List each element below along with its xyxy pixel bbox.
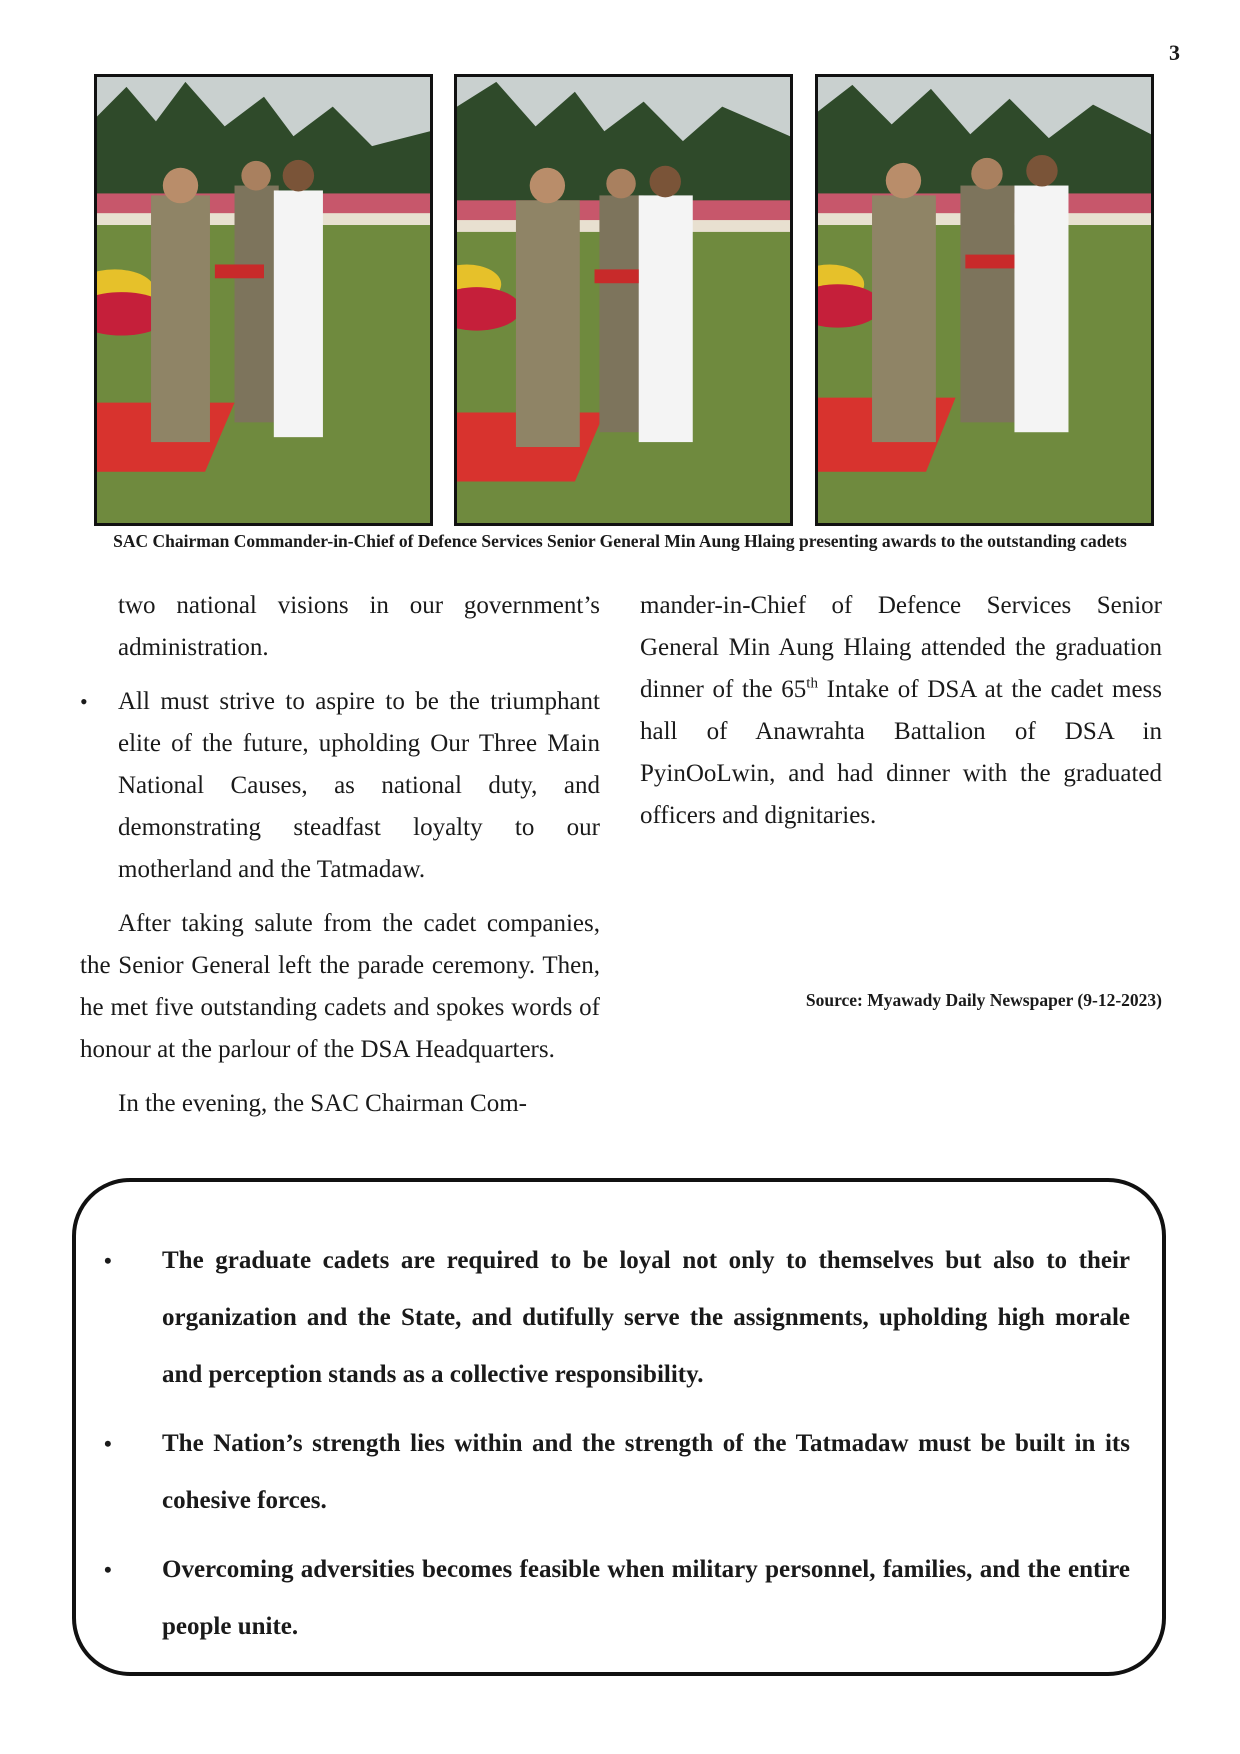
dinner-text-part-1: mander-in-Chief of Defence Services Senior General Min Aung Hlaing attended the graduation dinner of the 65	[640, 592, 1162, 703]
bullet-icon: •	[80, 689, 88, 714]
key-point-text: Overcoming adversities becomes feasible when military personnel, families, and the entire people unite.	[162, 1556, 1130, 1640]
photo-caption: SAC Chairman Commander-in-Chief of Defence Services Senior General Min Aung Hlaing presenting awards to the outstanding cadets	[113, 531, 1127, 551]
ordinal-suffix: th	[806, 675, 818, 692]
left-column	[80, 585, 600, 1125]
dinner-text-part-2: Intake of DSA at the cadet mess hall of Anawrahta Battalion of DSA in PyinOoLwin, and had dinner with the graduated officers and dignitaries.	[640, 676, 1162, 829]
paragraph-salute: After taking salute from the cadet companies, the Senior General left the parade ceremony. Then, he met five outstanding cadets and spokes words of honour at the parlour of the DSA Headquarters.	[80, 910, 600, 1063]
award-presentation-photo-3	[815, 74, 1154, 526]
award-presentation-photo-icon	[97, 77, 430, 523]
award-presentation-photo-icon	[457, 77, 790, 523]
award-presentation-photo-1	[94, 74, 433, 526]
key-point-item	[104, 1415, 1130, 1529]
key-point-text: The Nation’s strength lies within and the strength of the Tatmadaw must be built in its cohesive forces.	[162, 1430, 1130, 1514]
key-point-item	[104, 1232, 1130, 1403]
key-points-box	[72, 1178, 1166, 1676]
bullet-icon: •	[104, 1557, 112, 1582]
bullet-icon: •	[104, 1431, 112, 1456]
bullet-text: All must strive to aspire to be the triumphant elite of the future, upholding Our Three Main National Causes, as national duty, and demonstrating steadfast loyalty to our motherland and the Tatmadaw.	[118, 688, 600, 883]
page-number: 3	[1169, 40, 1180, 65]
key-point-item	[104, 1541, 1130, 1655]
award-presentation-photo-2	[454, 74, 793, 526]
source-credit: Source: Myawady Daily Newspaper (9-12-2023)	[805, 990, 1162, 1010]
paragraph-evening: In the evening, the SAC Chairman Com-	[118, 1090, 527, 1117]
paragraph-dinner	[640, 585, 1162, 837]
bullet-icon: •	[104, 1248, 112, 1273]
list-item	[80, 681, 600, 891]
intro-continuation: two national visions in our government’s administration.	[118, 592, 600, 661]
key-point-text: The graduate cadets are required to be loyal not only to themselves but also to their organization and the State, and dutifully serve the assignments, upholding high morale and perception stands as a collective responsibility.	[162, 1247, 1130, 1388]
award-presentation-photo-icon	[818, 77, 1151, 523]
right-column	[640, 585, 1162, 837]
